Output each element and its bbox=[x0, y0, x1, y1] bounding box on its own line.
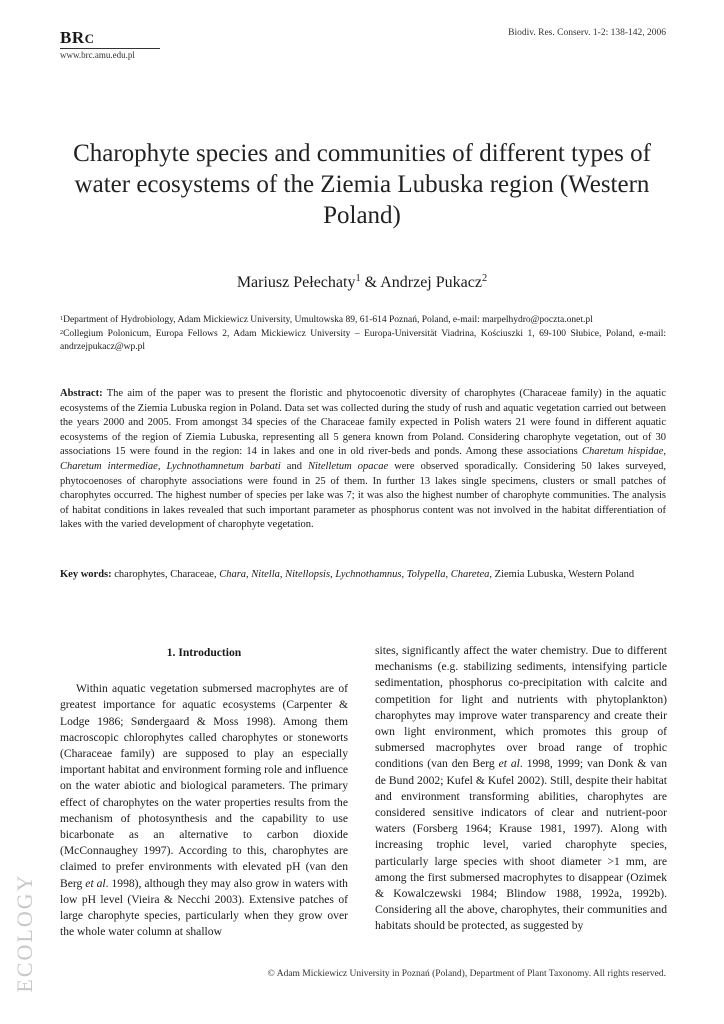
keywords bbox=[60, 568, 666, 583]
section-heading-introduction: 1. Introduction bbox=[166, 646, 242, 659]
body-column-left bbox=[60, 645, 348, 940]
abstract-italic: Lychnothamnetum barbati bbox=[166, 460, 281, 472]
journal-logo bbox=[60, 28, 95, 48]
keywords-text: , bbox=[401, 569, 407, 580]
author-1: Mariusz Pełechaty bbox=[236, 274, 356, 291]
author-1-sup: 1 bbox=[355, 273, 361, 284]
abstract-italic: Charetum hispidae bbox=[581, 446, 664, 458]
keyword-italic: Lychnothamnus bbox=[335, 569, 402, 580]
body-italic: et al bbox=[85, 876, 106, 890]
section-side-label: ECOLOGY bbox=[12, 873, 37, 993]
citation: Biodiv. Res. Conserv. 1-2: 138-142, 2006 bbox=[508, 28, 666, 38]
keywords-text: , bbox=[246, 569, 252, 580]
intro-paragraph-1 bbox=[60, 681, 348, 940]
abstract-text: , bbox=[663, 446, 666, 458]
keywords-text: , bbox=[279, 569, 286, 580]
header-rule bbox=[60, 48, 160, 49]
body-text: Within aquatic vegetation submersed macrophytes are of greatest importance for aquatic ecosystems (Carpenter & Lodge 1986; Søndergaard & Moss 1998). Among them macroscopic chlorophytes called charophytes or stoneworts (Characeae family) are supposed to play an especially important habitat and environment forming role and influence on the water abiotic and biological parameters. The primary effect of charophytes on the water properties results from the mechanism of photosynthesis and the capability to use bicarbonate as an alternative to carbon dioxide (McConnaughey 1997). According to this, charophytes are claimed to prefer environments with elevated pH (van den Berg bbox=[60, 682, 348, 890]
abstract-text: and bbox=[280, 460, 309, 472]
keywords-text: charophytes, Characeae, bbox=[111, 569, 220, 580]
affiliation-2-text: Collegium Polonicum, Europa Fellows 2, Adam Mickiewicz University – Europa-Universität Viadrina, Kościuszki 1, 69-100 Słubice, Poland, e-mail: andrzejpukacz@wp.pl bbox=[60, 328, 666, 352]
body-column-right bbox=[375, 643, 667, 935]
keyword-italic: Charetea bbox=[450, 569, 490, 580]
affiliation-2 bbox=[60, 328, 666, 355]
author-2-sup: 2 bbox=[481, 273, 488, 284]
body-text: . 1998), although they may also grow in waters with low pH level (Vieira & Necchi 2003). Extensive patches of large charophyte species, particularly when they grow over the whole water column at shallow bbox=[60, 876, 348, 939]
body-text: sites, significantly affect the water chemistry. Due to different mechanisms (e.g. stabilizing sediments, intensifying particle sedimentation, phosphorus co-precipitation with calcite and competition for light and nutrients with phytoplankton) charophytes may improve water transparency and create their own light environment, which promotes this group of submersed macrophytes over broad range of trophic conditions (van den Berg bbox=[375, 644, 667, 771]
abstract-label: Abstract: bbox=[60, 388, 103, 399]
abstract-text: were observed sporadically. Considering 50 lakes surveyed, phytocoenoses of charophyte associations were found in 25 of them. In further 13 lakes single specimens, clusters or small patches of charophytes occurred. The highest number of species per lake was 7; it was also the highest number of charophyte communities. The analysis of habitat conditions in lakes revealed that such important parameter as phosphorus content was not involved in the habitat differentiation of lakes with the varied development of charophyte vegetation. bbox=[60, 460, 666, 531]
keyword-italic: Tolypella bbox=[406, 569, 446, 580]
affiliation-1 bbox=[60, 314, 666, 328]
affiliation-1-sup: 1 bbox=[60, 316, 64, 322]
author-2: Andrzej Pukacz bbox=[380, 274, 482, 291]
body-italic: et al bbox=[498, 757, 520, 771]
abstract bbox=[60, 387, 666, 533]
affiliation-2-sup: 2 bbox=[60, 329, 64, 336]
keyword-italic: Nitellopsis bbox=[285, 569, 331, 580]
authors bbox=[60, 274, 664, 292]
keywords-label: Key words: bbox=[60, 569, 112, 580]
paper-title: Charophyte species and communities of different types of water ecosystems of the Ziemia Lubuska region (Western Poland) bbox=[73, 140, 651, 229]
copyright-footer: © Adam Mickiewicz University in Poznań (Poland), Department of Plant Taxonomy. All rights reserved. bbox=[267, 969, 666, 979]
abstract-italic: Nitelletum opacae bbox=[308, 460, 389, 472]
abstract-text: , bbox=[157, 460, 167, 472]
keyword-italic: Chara bbox=[219, 569, 247, 580]
affiliations bbox=[60, 314, 666, 355]
author-separator: & bbox=[360, 274, 381, 291]
keywords-text: , Ziemia Lubuska, Western Poland bbox=[489, 569, 635, 580]
abstract-text: The aim of the paper was to present the floristic and phytocoenotic diversity of charophytes (Characeae family) in the aquatic ecosystems of the Ziemia Lubuska region in Poland. Data set was collected during the study of rush and aquatic vegetation carried out between the years 2000 and 2005. From amongst 34 species of the Characeae family expected in Polish waters 21 were found in different aquatic ecosystems of the region of Ziemia Lubuska, representing all 5 genera known from Poland. Considering charophyte vegetation, out of 30 associations 15 were found in the region: 14 in lakes and one in old river-beds and ponds. Among these associations bbox=[60, 388, 666, 458]
intro-paragraph-continued bbox=[375, 643, 667, 935]
affiliation-1-text: Department of Hydrobiology, Adam Mickiewicz University, Umultowska 89, 61-614 Poznań, Poland, e-mail: marpelhydro@poczta.onet.pl bbox=[63, 315, 593, 325]
body-text: . 1998, 1999; van Donk & van de Bund 2002; Kufel & Kufel 2002). Still, despite their habitat and environment transforming abilities, charophytes are considered sensitive indicators of clear and nutrient-poor waters (Forsberg 1964; Krause 1981, 1997). Along with increasing trophic level, varied charophyte species, particularly large species with shoot diameter >1 mm, are among the first submersed macrophytes to disappear (Ozimek & Kowalczewski 1984; Blindow 1988, 1992a, 1992b). Considering all the above, charophytes, their communities and habitats should be protected, as suggested by bbox=[375, 757, 667, 933]
keyword-italic: Nitella bbox=[251, 569, 280, 580]
journal-logo-small: C bbox=[84, 31, 95, 46]
journal-logo-big: BR bbox=[60, 28, 85, 47]
keywords-text: , bbox=[445, 569, 451, 580]
journal-url[interactable]: www.brc.amu.edu.pl bbox=[60, 50, 135, 60]
abstract-italic: Charetum intermediae bbox=[60, 460, 158, 472]
keywords-text: , bbox=[330, 569, 336, 580]
